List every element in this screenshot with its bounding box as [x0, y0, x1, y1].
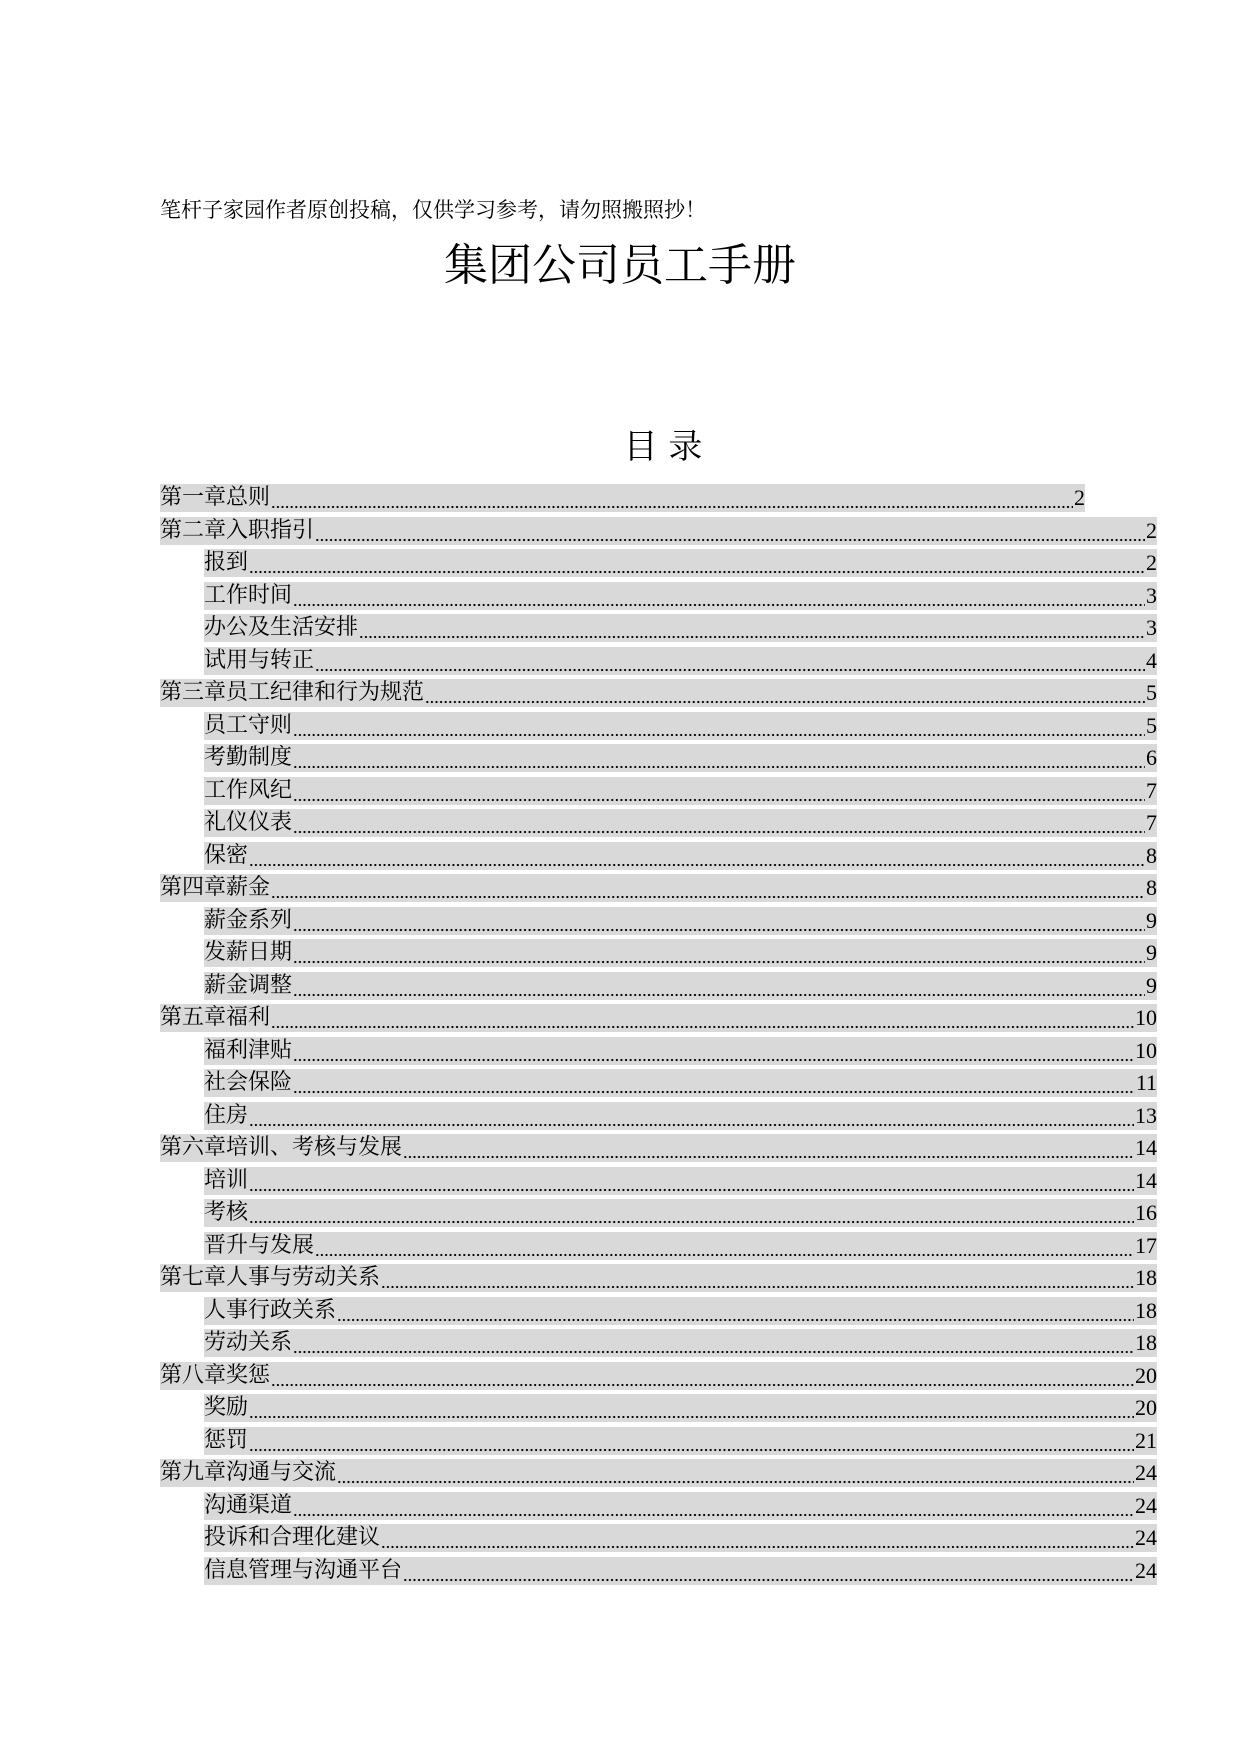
toc-dot-leader [293, 744, 1145, 772]
toc-dot-leader [293, 712, 1145, 740]
toc-entry-label: 工作风纪 [204, 777, 293, 803]
toc-entry-page-number: 4 [1146, 647, 1157, 673]
copyright-notice: 笔杆子家园作者原创投稿，仅供学习参考，请勿照搬照抄！ [160, 198, 706, 222]
toc-entry-chapter[interactable] [160, 1004, 1157, 1032]
toc-entry-page-number: 10 [1135, 1037, 1157, 1063]
toc-entry-label: 礼仪仪表 [204, 810, 293, 835]
toc-entry-page-number: 24 [1135, 1460, 1157, 1485]
toc-entry-label: 第五章福利 [160, 1005, 271, 1030]
toc-entry-label: 培训 [204, 1167, 249, 1193]
toc-entry-section[interactable] [204, 1492, 1157, 1520]
toc-entry-label: 考核 [204, 1200, 249, 1225]
toc-entry-page-number: 7 [1146, 810, 1157, 835]
toc-entry-chapter[interactable] [160, 874, 1157, 902]
toc-entry-section[interactable] [204, 1557, 1157, 1585]
toc-entry-label: 第四章薪金 [160, 875, 271, 900]
toc-dot-leader [315, 517, 1145, 545]
toc-dot-leader [293, 907, 1145, 935]
toc-dot-leader [293, 777, 1145, 805]
toc-entry-page-number: 5 [1146, 712, 1157, 738]
toc-dot-leader [403, 1134, 1134, 1162]
toc-entry-label: 投诉和合理化建议 [204, 1525, 381, 1550]
toc-entry-page-number: 13 [1135, 1102, 1157, 1128]
toc-dot-leader [381, 1524, 1134, 1552]
toc-entry-label: 人事行政关系 [204, 1297, 337, 1323]
toc-entry-label: 薪金调整 [204, 972, 293, 998]
toc-entry-section[interactable] [204, 842, 1157, 870]
toc-entry-page-number: 14 [1135, 1167, 1157, 1193]
toc-entry-page-number: 20 [1135, 1362, 1157, 1388]
toc-entry-section[interactable] [204, 1297, 1157, 1325]
toc-dot-leader [293, 809, 1145, 837]
toc-dot-leader [249, 1427, 1134, 1455]
toc-entry-page-number: 20 [1135, 1395, 1157, 1420]
toc-entry-page-number: 18 [1135, 1297, 1157, 1323]
toc-entry-section[interactable] [204, 1427, 1157, 1455]
toc-dot-leader [249, 1102, 1134, 1130]
toc-entry-chapter[interactable] [160, 1264, 1157, 1292]
toc-dot-leader [359, 614, 1145, 642]
toc-dot-leader [315, 647, 1145, 675]
toc-entry-section[interactable] [204, 614, 1157, 642]
toc-entry-page-number: 2 [1146, 550, 1157, 575]
toc-dot-leader [337, 1297, 1134, 1325]
toc-entry-label: 信息管理与沟通平台 [204, 1557, 403, 1583]
toc-entry-label: 薪金系列 [204, 907, 293, 933]
toc-entry-label: 第三章员工纪律和行为规范 [160, 680, 425, 705]
toc-entry-section[interactable] [204, 712, 1157, 740]
toc-dot-leader [293, 1069, 1135, 1097]
toc-entry-chapter[interactable] [160, 1362, 1157, 1390]
toc-entry-section[interactable] [204, 809, 1157, 837]
toc-entry-label: 社会保险 [204, 1070, 293, 1095]
toc-entry-label: 福利津贴 [204, 1037, 293, 1063]
toc-entry-label: 考勤制度 [204, 745, 293, 770]
toc-dot-leader [271, 1362, 1134, 1390]
toc-entry-chapter[interactable] [160, 1459, 1157, 1487]
toc-dot-leader [249, 1394, 1134, 1422]
toc-entry-section[interactable] [204, 939, 1157, 967]
toc-dot-leader [425, 679, 1145, 707]
toc-entry-chapter[interactable] [160, 1134, 1157, 1162]
toc-dot-leader [293, 1329, 1134, 1357]
toc-dot-leader [315, 1232, 1134, 1260]
toc-heading: 目 录 [623, 427, 703, 467]
toc-entry-section[interactable] [204, 777, 1157, 805]
toc-entry-section[interactable] [204, 1167, 1157, 1195]
toc-entry-page-number: 3 [1146, 615, 1157, 640]
toc-entry-page-number: 16 [1135, 1200, 1157, 1225]
toc-entry-page-number: 24 [1135, 1525, 1157, 1550]
toc-entry-label: 试用与转正 [204, 647, 315, 673]
toc-entry-page-number: 2 [1074, 485, 1085, 510]
toc-entry-section[interactable] [204, 647, 1157, 675]
toc-entry-page-number: 3 [1146, 582, 1157, 608]
toc-entry-label: 第二章入职指引 [160, 517, 315, 543]
toc-entry-label: 第一章总则 [160, 485, 271, 510]
toc-entry-section[interactable] [204, 1069, 1157, 1097]
toc-dot-leader [293, 939, 1145, 967]
toc-entry-page-number: 2 [1146, 517, 1157, 543]
toc-entry-page-number: 5 [1146, 680, 1157, 705]
toc-entry-label: 工作时间 [204, 582, 293, 608]
toc-entry-section[interactable] [204, 1524, 1157, 1552]
toc-dot-leader [249, 842, 1145, 870]
toc-entry-section[interactable] [204, 1232, 1157, 1260]
toc-entry-section[interactable] [204, 1394, 1157, 1422]
toc-entry-page-number: 9 [1146, 940, 1157, 965]
toc-entry-page-number: 10 [1135, 1005, 1157, 1030]
toc-entry-section[interactable] [204, 972, 1157, 1000]
toc-dot-leader [293, 972, 1145, 1000]
toc-entry-section[interactable] [204, 1037, 1157, 1065]
toc-entry-chapter[interactable] [160, 517, 1157, 545]
toc-entry-section[interactable] [204, 549, 1157, 577]
toc-dot-leader [293, 1492, 1134, 1520]
toc-dot-leader [249, 549, 1145, 577]
toc-entry-label: 第八章奖惩 [160, 1362, 271, 1388]
toc-dot-leader [293, 582, 1145, 610]
toc-dot-leader [271, 484, 1073, 512]
toc-entry-page-number: 8 [1146, 842, 1157, 868]
toc-entry-section[interactable] [204, 1199, 1157, 1227]
toc-dot-leader [249, 1167, 1134, 1195]
toc-entry-page-number: 24 [1135, 1492, 1157, 1518]
toc-entry-page-number: 21 [1135, 1427, 1157, 1453]
toc-entry-section[interactable] [204, 744, 1157, 772]
toc-dot-leader [293, 1037, 1134, 1065]
toc-dot-leader [271, 874, 1145, 902]
toc-entry-page-number: 9 [1146, 907, 1157, 933]
toc-entry-chapter[interactable] [160, 484, 1085, 512]
toc-entry-label: 劳动关系 [204, 1330, 293, 1355]
toc-entry-section[interactable] [204, 1102, 1157, 1130]
toc-entry-label: 发薪日期 [204, 940, 293, 965]
toc-entry-label: 沟通渠道 [204, 1492, 293, 1518]
toc-entry-chapter[interactable] [160, 679, 1157, 707]
toc-entry-page-number: 9 [1146, 972, 1157, 998]
toc-entry-section[interactable] [204, 1329, 1157, 1357]
toc-dot-leader [381, 1264, 1134, 1292]
toc-entry-label: 奖励 [204, 1395, 249, 1420]
toc-entry-page-number: 8 [1146, 875, 1157, 900]
toc-entry-label: 办公及生活安排 [204, 615, 359, 640]
toc-dot-leader [403, 1557, 1134, 1585]
toc-dot-leader [249, 1199, 1134, 1227]
toc-entry-page-number: 11 [1135, 1070, 1157, 1095]
toc-entry-label: 第六章培训、考核与发展 [160, 1135, 403, 1160]
toc-entry-section[interactable] [204, 582, 1157, 610]
toc-entry-page-number: 18 [1135, 1330, 1157, 1355]
toc-entry-label: 第七章人事与劳动关系 [160, 1265, 381, 1290]
toc-dot-leader [271, 1004, 1134, 1032]
toc-dot-leader [337, 1459, 1134, 1487]
toc-entry-page-number: 6 [1146, 745, 1157, 770]
toc-entry-label: 第九章沟通与交流 [160, 1460, 337, 1485]
document-title: 集团公司员工手册 [444, 240, 796, 291]
toc-entry-page-number: 18 [1135, 1265, 1157, 1290]
toc-entry-label: 住房 [204, 1102, 249, 1128]
toc-entry-page-number: 7 [1146, 777, 1157, 803]
toc-entry-page-number: 24 [1135, 1557, 1157, 1583]
toc-entry-label: 惩罚 [204, 1427, 249, 1453]
toc-entry-label: 报到 [204, 550, 249, 575]
toc-entry-page-number: 17 [1135, 1232, 1157, 1258]
toc-entry-label: 员工守则 [204, 712, 293, 738]
toc-entry-label: 晋升与发展 [204, 1232, 315, 1258]
toc-entry-label: 保密 [204, 842, 249, 868]
toc-entry-page-number: 14 [1135, 1135, 1157, 1160]
toc-entry-section[interactable] [204, 907, 1157, 935]
